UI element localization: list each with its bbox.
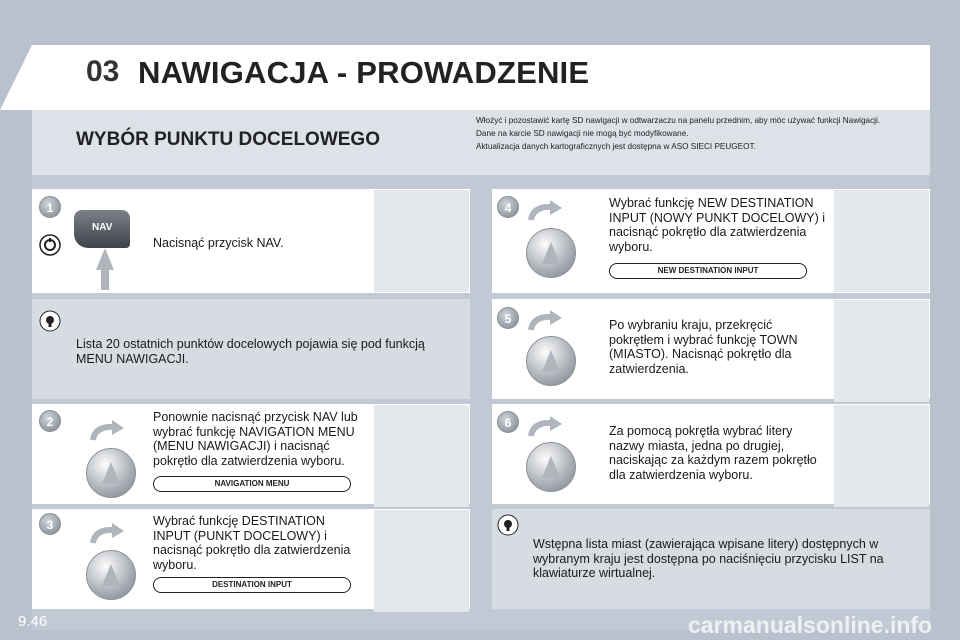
tip-2-text: Wstępna lista miast (zawierająca wpisane litery) dostępnych w wybranym kraju jest dostępna po naciśnięciu przycisku LIST na klawiaturze wirtualnej. (533, 537, 884, 580)
intro-line-2: Dane na karcie SD nawigacji nie mogą być modyfikowane. (476, 129, 689, 138)
step-1-number: 1 (39, 196, 61, 218)
page-number: 9.46 (18, 613, 48, 630)
watermark: carmanualsonline.info (688, 612, 933, 638)
rotate-arrow-icon (528, 416, 562, 438)
nav-button-label: NAV (92, 222, 113, 233)
step-4-text: Wybrać funkcję NEW DESTINATION INPUT (NOWY PUNKT DOCELOWY) i nacisnąć pokrętło dla zatwierdzenia wyboru. (609, 196, 825, 254)
radio-unit-icon (834, 190, 929, 292)
step-3-text: Wybrać funkcję DESTINATION INPUT (PUNKT DOCELOWY) i nacisnąć pokrętło dla zatwierdzenia wyboru. (153, 514, 351, 572)
rotate-arrow-icon (90, 420, 124, 442)
step-2-text: Ponownie nacisnąć przycisk NAV lub wybrać funkcję NAVIGATION MENU (MENU NAWIGACJI) i nacisnąć pokrętło dla zatwierdzenia wyboru. (153, 410, 358, 468)
navigation-menu-pill: NAVIGATION MENU (153, 476, 351, 492)
section-number: 03 (86, 55, 120, 88)
push-arrow-icon (542, 456, 560, 478)
push-arrow-icon (96, 248, 114, 270)
destination-input-pill: DESTINATION INPUT (153, 577, 351, 593)
radio-unit-icon (834, 405, 929, 507)
radio-unit-icon (834, 300, 929, 402)
intro-line-1: Włożyć i pozostawić kartę SD nawigacji w odtwarzaczu na panelu przednim, aby móc używać funkcji Nawigacji. (476, 116, 881, 125)
step-2-number: 2 (39, 410, 61, 432)
step-3-number: 3 (39, 513, 61, 535)
intro-text (476, 114, 916, 153)
push-arrow-icon (102, 564, 120, 586)
rotate-arrow-icon (528, 200, 562, 222)
lightbulb-icon (497, 514, 519, 536)
step-4-number: 4 (497, 196, 519, 218)
nav-button-illustration (74, 210, 130, 248)
push-arrow-icon (542, 242, 560, 264)
new-destination-input-pill: NEW DESTINATION INPUT (609, 263, 807, 279)
rotate-arrow-icon (90, 523, 124, 545)
push-arrow-icon (102, 462, 120, 484)
section-subtitle: WYBÓR PUNKTU DOCELOWEGO (76, 129, 380, 150)
rotate-arrow-icon (528, 310, 562, 332)
intro-line-3: Aktualizacja danych kartograficznych jest dostępna w ASO SIECI PEUGEOT. (476, 142, 756, 151)
step-5-text: Po wybraniu kraju, przekręcić pokrętłem i wybrać funkcję TOWN (MIASTO). Nacisnąć pokrętło dla zatwierdzenia. (609, 318, 798, 376)
radio-unit-icon (374, 190, 469, 292)
page-title: NAWIGACJA - PROWADZENIE (138, 55, 590, 90)
tip-1-text: Lista 20 ostatnich punktów docelowych pojawia się pod funkcją MENU NAWIGACJI. (76, 337, 425, 366)
step-1-text: Nacisnąć przycisk NAV. (153, 236, 284, 250)
warning-icon (39, 234, 61, 256)
radio-unit-icon (374, 405, 469, 507)
push-arrow-stem (101, 270, 109, 290)
step-5-number: 5 (497, 307, 519, 329)
step-6-text: Za pomocą pokrętła wybrać litery nazwy miasta, jedna po drugiej, naciskając za każdym razem pokrętło dla zatwierdzenia wyboru. (609, 424, 817, 482)
step-6-number: 6 (497, 411, 519, 433)
radio-unit-icon (374, 510, 469, 612)
lightbulb-icon (39, 310, 61, 332)
push-arrow-icon (542, 350, 560, 372)
